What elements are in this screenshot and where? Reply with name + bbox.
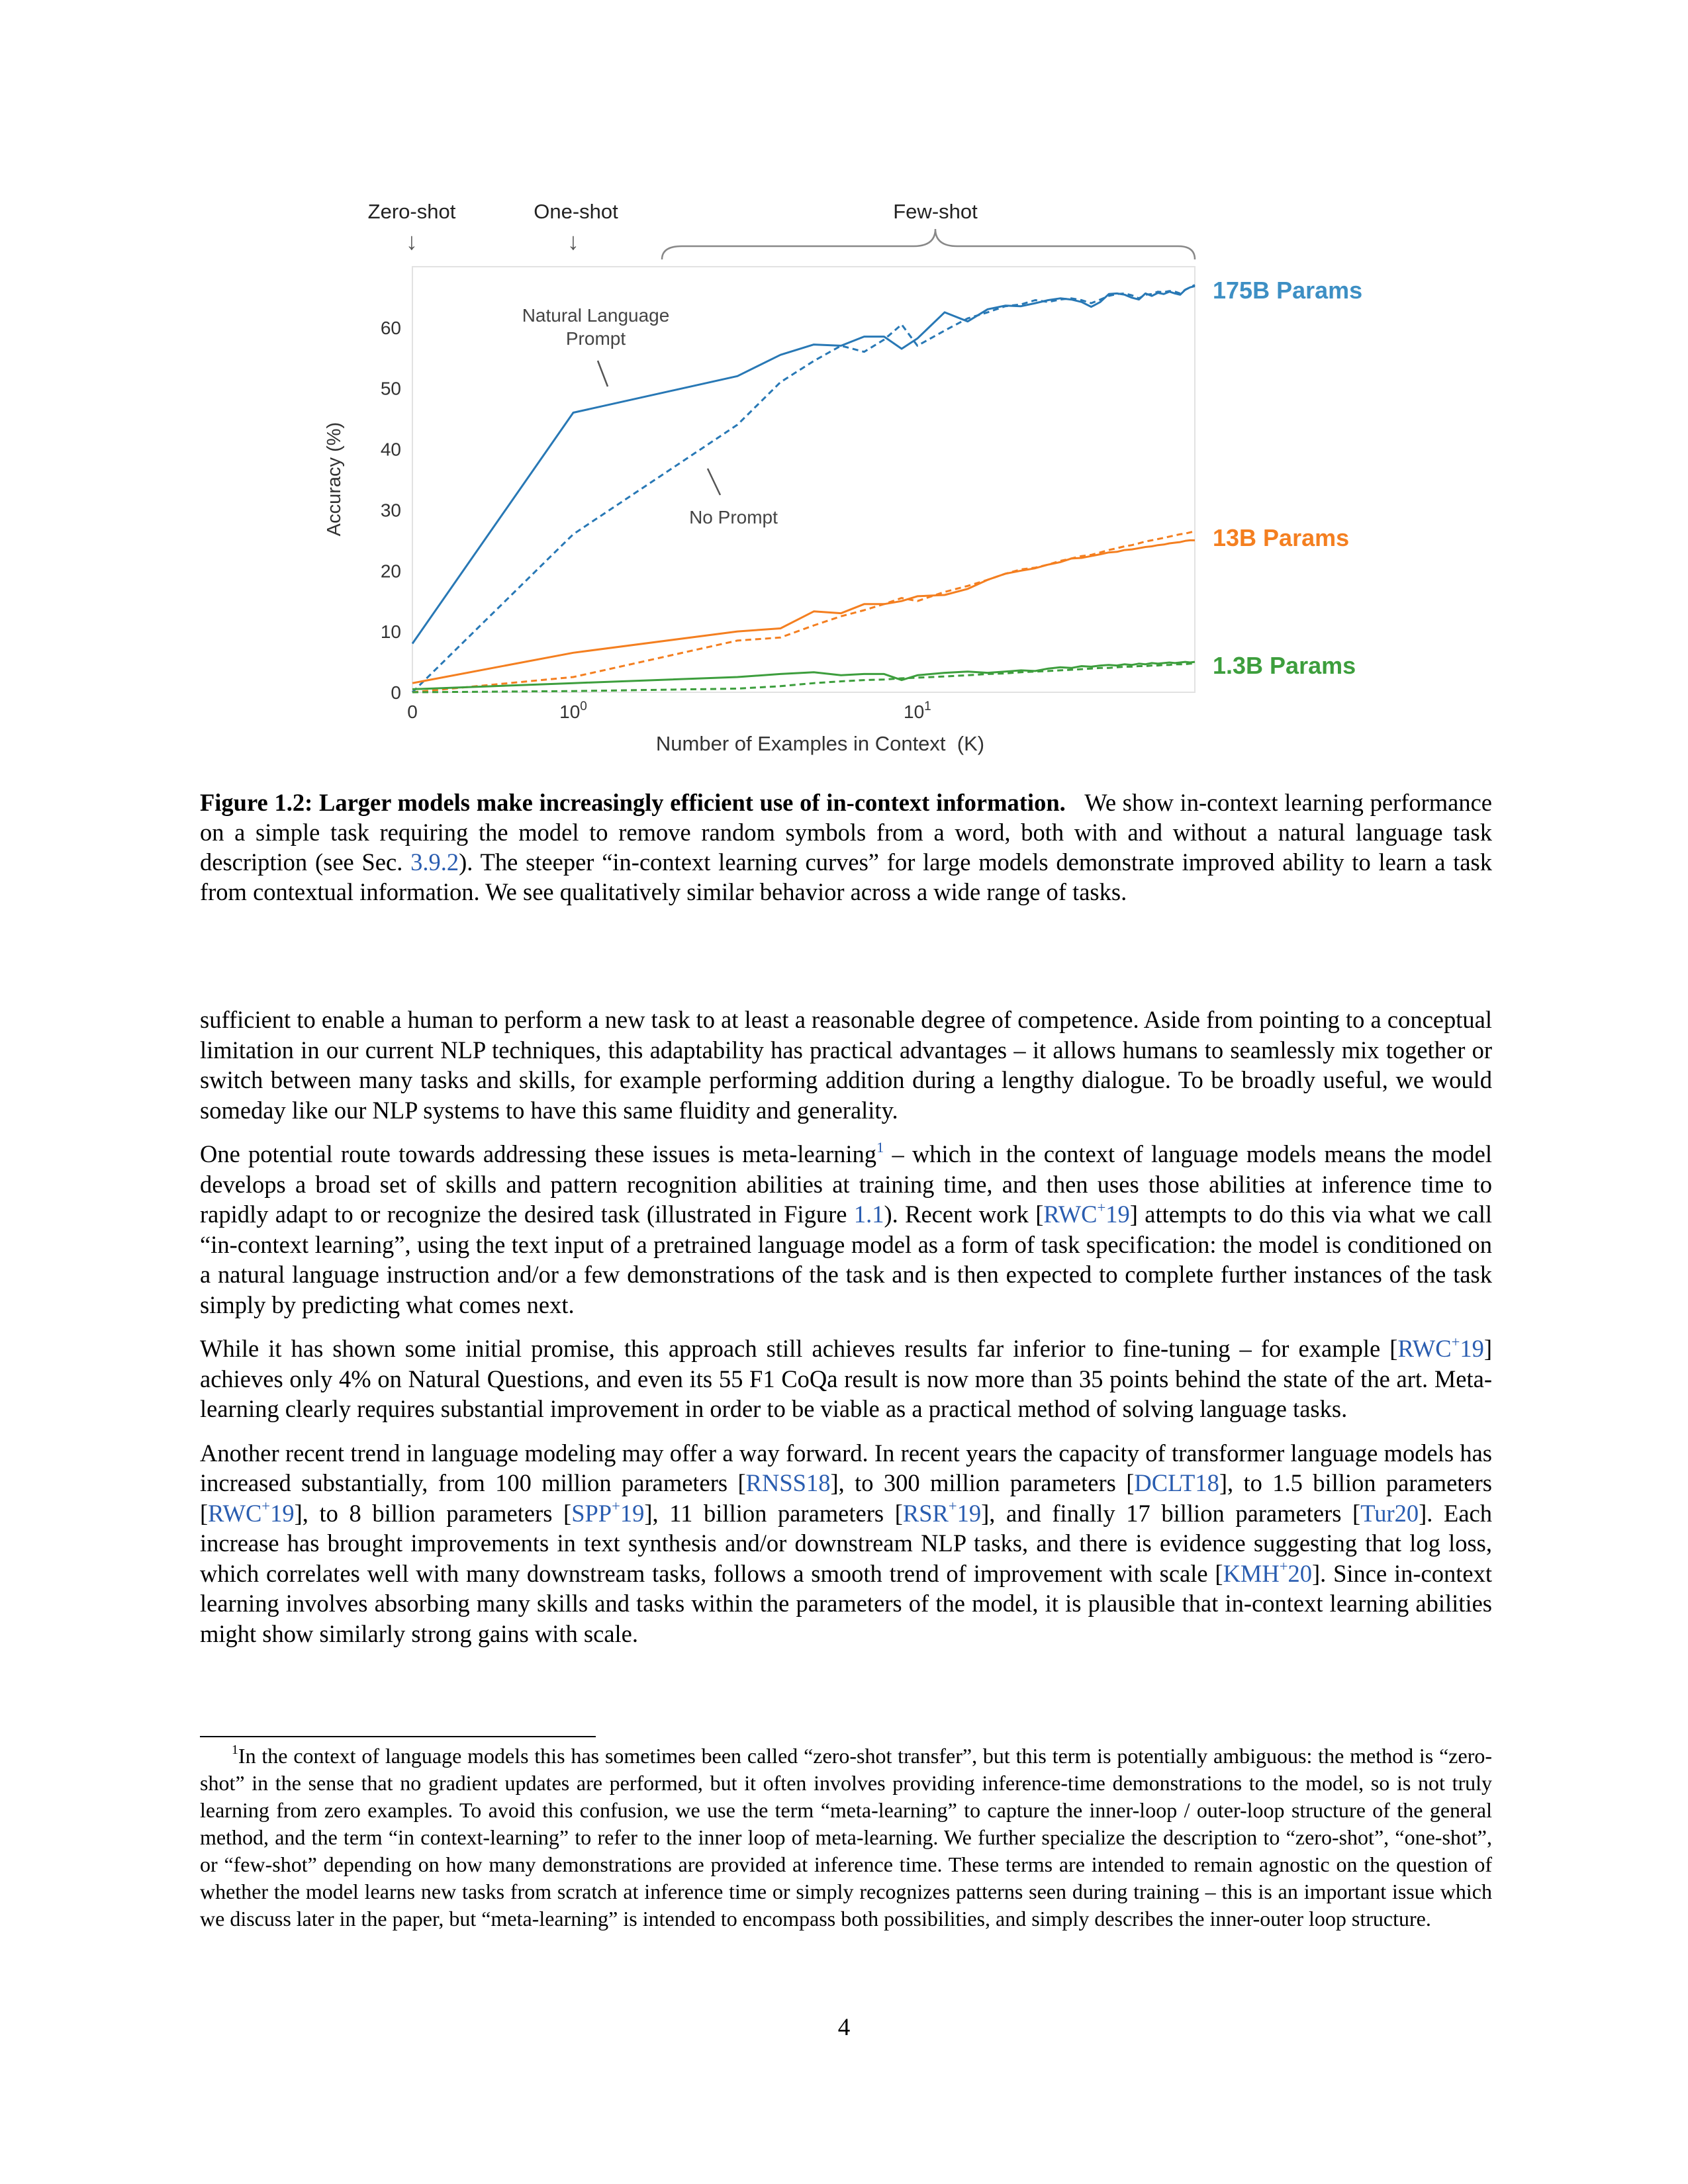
caption-section-ref[interactable]: 3.9.2 bbox=[410, 848, 459, 876]
y-tick-label: 60 bbox=[380, 317, 401, 338]
y-axis-label: Accuracy (%) bbox=[324, 422, 345, 537]
p4-text-a: Another recent trend in language modeling may offer a way forward. In recent years the capacity of transformer language models has increased substantially, from 100 million parameters [ bbox=[200, 1439, 1492, 1496]
page-number: 4 bbox=[837, 2014, 851, 2041]
p4-text-b: ], to 300 million parameters [ bbox=[830, 1469, 1135, 1496]
zero-shot-label: Zero-shot bbox=[367, 200, 456, 223]
few-shot-label: Few-shot bbox=[893, 200, 978, 223]
y-tick-label: 0 bbox=[391, 682, 401, 703]
annotation-no-prompt: No Prompt bbox=[689, 507, 778, 527]
body-text bbox=[200, 1005, 1492, 1662]
series-line-1-3b-params-solid bbox=[412, 662, 1195, 689]
cite-tur20[interactable]: Tur20 bbox=[1360, 1499, 1419, 1527]
y-axis-ticks bbox=[381, 318, 401, 703]
p4-text-e: ], 11 billion parameters [ bbox=[644, 1499, 903, 1527]
x-tick-label: 0 bbox=[407, 702, 418, 722]
footnote-text: In the context of language models this has sometimes been called “zero-shot transfer”, but this term is potentially ambiguous: the method is “zero-shot” in the sense that no gradient updates are performed, but it often involves providing inference-time demonstrations to the model, so is not truly learning from zero examples. To avoid this confusion, we use the term “meta-learning” to capture the inner-loop / outer-loop structure of the general method, and the term “in context-learning” to refer to the inner loop of meta-learning. We further specialize the description to “zero-shot”, “one-shot”, or “few-shot” depending on how many demonstrations are provided at inference time. These terms are intended to remain agnostic on the question of whether the model learns new tasks from scratch at inference time or simply recognizes patterns seen during training – this is an important issue which we discuss later in the paper, but “meta-learning” is intended to encompass both possibilities, and simply describes the inner-outer loop structure. bbox=[200, 1744, 1492, 1931]
paragraph-1: sufficient to enable a human to perform a new task to at least a reasonable degree of competence. Aside from pointing to a conceptual limitation in our current NLP techniques, this adaptability has practical advantages – it allows humans to seamlessly mix together or switch between many tasks and skills, for example performing addition during a lengthy dialogue. To be broadly useful, we would someday like our NLP systems to have this same fluidity and generality. bbox=[200, 1006, 1492, 1124]
cite-rwc19[interactable]: RWC+19 bbox=[1397, 1333, 1484, 1362]
label-175b-params: 175B Params bbox=[1213, 277, 1363, 304]
caption-text-2: ). The steeper “in-context learning curves” for large models demonstrate improved ability to learn a task from contextual information. We see qualitatively similar behavior across a wide range of tasks. bbox=[200, 848, 1492, 905]
series-line-1-3b-params-dashed bbox=[412, 664, 1195, 692]
series-line-175b-params-solid bbox=[412, 286, 1195, 643]
figure-ref-1-1[interactable]: 1.1 bbox=[853, 1201, 884, 1228]
annotation-natural-language-line2: Prompt bbox=[565, 328, 626, 349]
y-tick-label: 20 bbox=[380, 561, 401, 582]
paragraph-2 bbox=[200, 1139, 1492, 1320]
series-lines bbox=[412, 285, 1195, 692]
footnote bbox=[200, 1743, 1492, 1933]
y-tick-label: 50 bbox=[380, 378, 401, 399]
one-shot-label: One-shot bbox=[534, 200, 618, 223]
paragraph-3 bbox=[200, 1334, 1492, 1424]
x-axis-label: Number of Examples in Context (K) bbox=[655, 732, 985, 755]
caption-text-1: We show in-context learning performance on a simple task requiring the model to remove random symbols from a word, both with and without a natural language task description (see Sec. bbox=[200, 789, 1492, 876]
p3-text-a: While it has shown some initial promise, this approach still achieves results far inferior to fine-tuning – for example [ bbox=[200, 1335, 1398, 1362]
cite-rnss18[interactable]: RNSS18 bbox=[745, 1469, 831, 1496]
figure-chart bbox=[0, 0, 1688, 774]
p4-text-g: ]. Each increase has brought improvements in text synthesis and/or downstream NLP tasks, and there is evidence suggesting that log loss, which correlates well with many downstream tasks, follows a smooth trend of improvement with scale [ bbox=[200, 1499, 1492, 1587]
p2-text-a: One potential route towards addressing these issues is meta-learning bbox=[200, 1140, 876, 1167]
figure-caption bbox=[200, 788, 1492, 907]
footnote-marker: 1 bbox=[232, 1743, 238, 1758]
label-13b-params: 13B Params bbox=[1213, 524, 1350, 551]
annotation-pointer-no-prompt bbox=[708, 469, 720, 495]
p4-text-f: ], and finally 17 billion parameters [ bbox=[981, 1499, 1361, 1527]
few-shot-brace bbox=[662, 229, 1195, 259]
label-1-3b-params: 1.3B Params bbox=[1213, 652, 1356, 679]
p4-text-d: ], to 8 billion parameters [ bbox=[294, 1499, 572, 1527]
annotation-pointer-prompt bbox=[598, 361, 608, 387]
paragraph-4 bbox=[200, 1438, 1492, 1649]
cite-dclt18[interactable]: DCLT18 bbox=[1134, 1469, 1219, 1496]
caption-label: Figure 1.2: Larger models make increasingly efficient use of in-context information. bbox=[200, 789, 1066, 816]
p2-text-b: – which in the context of language models means the model develops a broad set of skills and pattern recognition abilities at training time, and then uses those abilities at inference time to rapidly adapt to or recognize the desired task (illustrated in Figure bbox=[200, 1140, 1492, 1228]
y-tick-label: 40 bbox=[380, 439, 401, 460]
cite-spp19[interactable]: SPP+19 bbox=[571, 1498, 645, 1527]
p4-text-h: ]. Since in-context learning involves absorbing many skills and tasks within the parameters of the model, it is plausible that in-context learning abilities might show similarly strong gains with scale. bbox=[200, 1559, 1492, 1647]
zero-shot-arrow-icon: ↓ bbox=[406, 228, 418, 255]
p2-text-d: ] attempts to do this via what we call “in-context learning”, using the text input of a pretrained language model as a form of task specification: the model is conditioned on a natural language instruction and/or a few demonstrations of the task and is then expected to complete further instances of the task simply by predicting what comes next. bbox=[200, 1201, 1493, 1318]
p4-text-c: ], to 1.5 billion parameters [ bbox=[200, 1469, 1492, 1527]
series-line-13b-params-dashed bbox=[412, 531, 1195, 692]
cite-kmh20[interactable]: KMH+20 bbox=[1223, 1558, 1313, 1587]
footnote-divider bbox=[200, 1736, 596, 1737]
one-shot-arrow-icon: ↓ bbox=[567, 228, 579, 255]
cite-rwc19[interactable]: RWC+19 bbox=[1043, 1199, 1130, 1228]
x-tick-label: $10^1$ bbox=[904, 700, 931, 722]
p2-text-c: ). Recent work [ bbox=[884, 1201, 1044, 1228]
y-tick-label: 10 bbox=[380, 621, 401, 643]
footnote-ref-1[interactable]: 1 bbox=[876, 1138, 884, 1156]
annotation-natural-language-line1: Natural Language bbox=[522, 305, 670, 326]
x-tick-label: $10^0$ bbox=[559, 700, 587, 722]
series-line-175b-params-dashed bbox=[412, 285, 1195, 692]
series-line-13b-params-solid bbox=[412, 540, 1195, 683]
x-axis-ticks bbox=[407, 700, 931, 722]
cite-rsr19[interactable]: RSR+19 bbox=[902, 1498, 982, 1527]
p3-text-b: ] achieves only 4% on Natural Questions, and even its 55 F1 CoQa result is now more than 35 points behind the state of the art. Meta-learning clearly requires substantial improvement in order to be viable as a practical method of solving language tasks. bbox=[200, 1335, 1492, 1422]
cite-rwc19[interactable]: RWC+19 bbox=[208, 1498, 295, 1527]
y-tick-label: 30 bbox=[380, 500, 401, 521]
